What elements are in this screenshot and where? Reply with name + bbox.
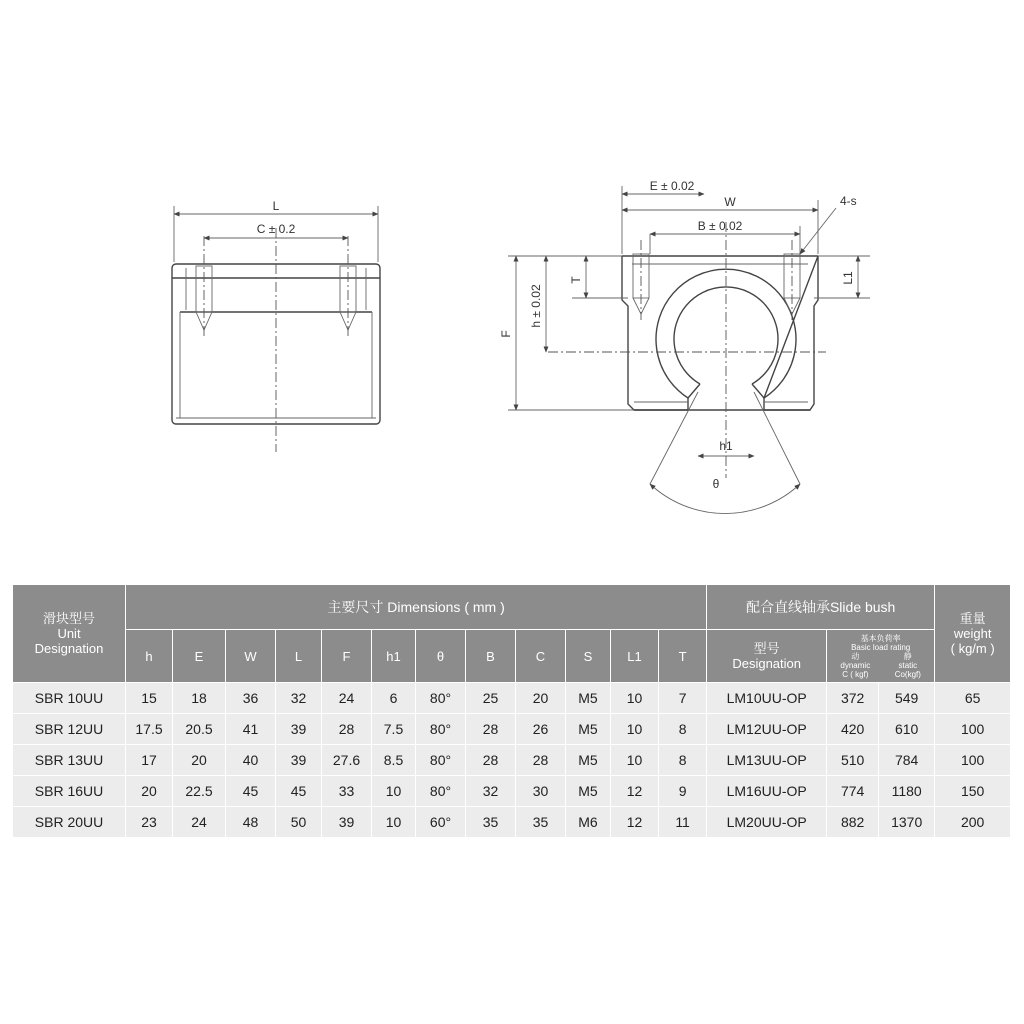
table-cell: 26 — [516, 714, 566, 745]
table-cell: 32 — [276, 683, 322, 714]
table-cell: 774 — [827, 776, 879, 807]
table-cell: 150 — [935, 776, 1011, 807]
col-header-load-rating: 基本负荷率 Basic load rating 动 dynamic C ( kgf) 静 static Co(kgf) — [827, 630, 935, 683]
table-cell: M5 — [566, 714, 611, 745]
table-cell: 30 — [516, 776, 566, 807]
header-dimensions: 主要尺寸 Dimensions ( mm ) — [126, 585, 707, 630]
table-cell: 8 — [659, 745, 707, 776]
table-cell: 10 — [611, 714, 659, 745]
col-header-L: L — [276, 630, 322, 683]
table-cell: 20 — [126, 776, 173, 807]
table-cell: 80° — [416, 745, 466, 776]
col-header-h: h — [126, 630, 173, 683]
table-cell: 7 — [659, 683, 707, 714]
dim-label-theta: θ — [712, 477, 720, 491]
dim-label-T: T — [569, 276, 583, 284]
dim-label-B: B ± 0.02 — [697, 219, 743, 233]
table-cell: 40 — [226, 745, 276, 776]
dim-label-L1: L1 — [841, 271, 855, 285]
table-cell: 80° — [416, 683, 466, 714]
table-cell: M6 — [566, 807, 611, 838]
dim-label-C: C ± 0.2 — [256, 222, 296, 236]
table-cell: 33 — [322, 776, 372, 807]
table-cell: 882 — [827, 807, 879, 838]
col-header-S: S — [566, 630, 611, 683]
table-cell: 1180 — [879, 776, 935, 807]
table-cell: LM16UU-OP — [707, 776, 827, 807]
table-row — [13, 807, 1011, 838]
table-cell: 10 — [611, 683, 659, 714]
table-row — [13, 776, 1011, 807]
table-cell: 80° — [416, 714, 466, 745]
side-view — [172, 199, 380, 452]
table-cell: 80° — [416, 776, 466, 807]
table-cell: 510 — [827, 745, 879, 776]
unit-designation-cell: SBR 16UU — [13, 776, 126, 807]
col-header-bush-designation: 型号 Designation — [707, 630, 827, 683]
col-header-static: 静 static Co(kgf) — [894, 651, 921, 679]
dim-label-4s: 4-s — [840, 194, 857, 208]
unit-designation-cell: SBR 13UU — [13, 745, 126, 776]
table-cell: 7.5 — [372, 714, 416, 745]
table-cell: 60° — [416, 807, 466, 838]
table-cell: LM12UU-OP — [707, 714, 827, 745]
unit-designation-cell: SBR 12UU — [13, 714, 126, 745]
table-cell: 20.5 — [173, 714, 226, 745]
spec-table — [12, 584, 1011, 838]
table-cell: 372 — [827, 683, 879, 714]
header-unit-designation: 滑块型号 Unit Designation — [13, 585, 126, 683]
header-weight: 重量 weight ( kg/m ) — [935, 585, 1011, 683]
table-cell: LM13UU-OP — [707, 745, 827, 776]
col-header-F: F — [322, 630, 372, 683]
table-cell: 39 — [276, 745, 322, 776]
dim-label-h1: h1 — [719, 439, 733, 453]
table-cell: 549 — [879, 683, 935, 714]
table-cell: 10 — [611, 745, 659, 776]
table-cell: 39 — [322, 807, 372, 838]
col-header-C: C — [516, 630, 566, 683]
table-cell: 10 — [372, 776, 416, 807]
table-cell: 50 — [276, 807, 322, 838]
table-cell: 17 — [126, 745, 173, 776]
table-cell: 25 — [466, 683, 516, 714]
table-cell: 784 — [879, 745, 935, 776]
table-cell: 28 — [322, 714, 372, 745]
table-cell: 23 — [126, 807, 173, 838]
table-cell: M5 — [566, 745, 611, 776]
dim-label-E: E ± 0.02 — [649, 179, 695, 193]
col-header-theta: θ — [416, 630, 466, 683]
table-cell: 32 — [466, 776, 516, 807]
table-cell: 45 — [276, 776, 322, 807]
dim-label-h: h ± 0.02 — [529, 284, 543, 328]
table-cell: 65 — [935, 683, 1011, 714]
table-cell: 6 — [372, 683, 416, 714]
table-cell: 36 — [226, 683, 276, 714]
table-cell: 27.6 — [322, 745, 372, 776]
table-cell: 24 — [173, 807, 226, 838]
table-cell: 24 — [322, 683, 372, 714]
table-cell: 8.5 — [372, 745, 416, 776]
table-cell: M5 — [566, 776, 611, 807]
table-cell: 200 — [935, 807, 1011, 838]
table-cell: 100 — [935, 745, 1011, 776]
col-header-dynamic: 动 dynamic C ( kgf) — [840, 651, 871, 679]
table-row — [13, 745, 1011, 776]
table-cell: 45 — [226, 776, 276, 807]
table-cell: 18 — [173, 683, 226, 714]
table-cell: 28 — [466, 714, 516, 745]
dim-label-W: W — [724, 195, 736, 209]
table-cell: 12 — [611, 776, 659, 807]
unit-designation-cell: SBR 10UU — [13, 683, 126, 714]
col-header-T: T — [659, 630, 707, 683]
table-cell: 610 — [879, 714, 935, 745]
table-cell: 20 — [516, 683, 566, 714]
col-header-L1: L1 — [611, 630, 659, 683]
table-cell: 11 — [659, 807, 707, 838]
table-cell: 12 — [611, 807, 659, 838]
table-cell: LM20UU-OP — [707, 807, 827, 838]
table-cell: 100 — [935, 714, 1011, 745]
table-cell: 20 — [173, 745, 226, 776]
table-cell: 48 — [226, 807, 276, 838]
unit-designation-cell: SBR 20UU — [13, 807, 126, 838]
spec-table-body — [13, 683, 1011, 838]
dim-label-L: L — [272, 199, 280, 213]
table-cell: 28 — [466, 745, 516, 776]
table-cell: 8 — [659, 714, 707, 745]
header-slide-bush: 配合直线轴承Slide bush — [707, 585, 935, 630]
table-cell: 28 — [516, 745, 566, 776]
table-cell: 9 — [659, 776, 707, 807]
front-view — [499, 179, 870, 514]
table-cell: 41 — [226, 714, 276, 745]
table-cell: 15 — [126, 683, 173, 714]
table-cell: 22.5 — [173, 776, 226, 807]
dim-label-F: F — [499, 330, 513, 338]
table-cell: 420 — [827, 714, 879, 745]
table-cell: 17.5 — [126, 714, 173, 745]
table-cell: 35 — [516, 807, 566, 838]
table-cell: LM10UU-OP — [707, 683, 827, 714]
col-header-E: E — [173, 630, 226, 683]
table-cell: M5 — [566, 683, 611, 714]
col-header-W: W — [226, 630, 276, 683]
col-header-B: B — [466, 630, 516, 683]
table-cell: 39 — [276, 714, 322, 745]
table-cell: 35 — [466, 807, 516, 838]
table-cell: 1370 — [879, 807, 935, 838]
col-header-h1: h1 — [372, 630, 416, 683]
table-row — [13, 683, 1011, 714]
table-row — [13, 714, 1011, 745]
table-cell: 10 — [372, 807, 416, 838]
